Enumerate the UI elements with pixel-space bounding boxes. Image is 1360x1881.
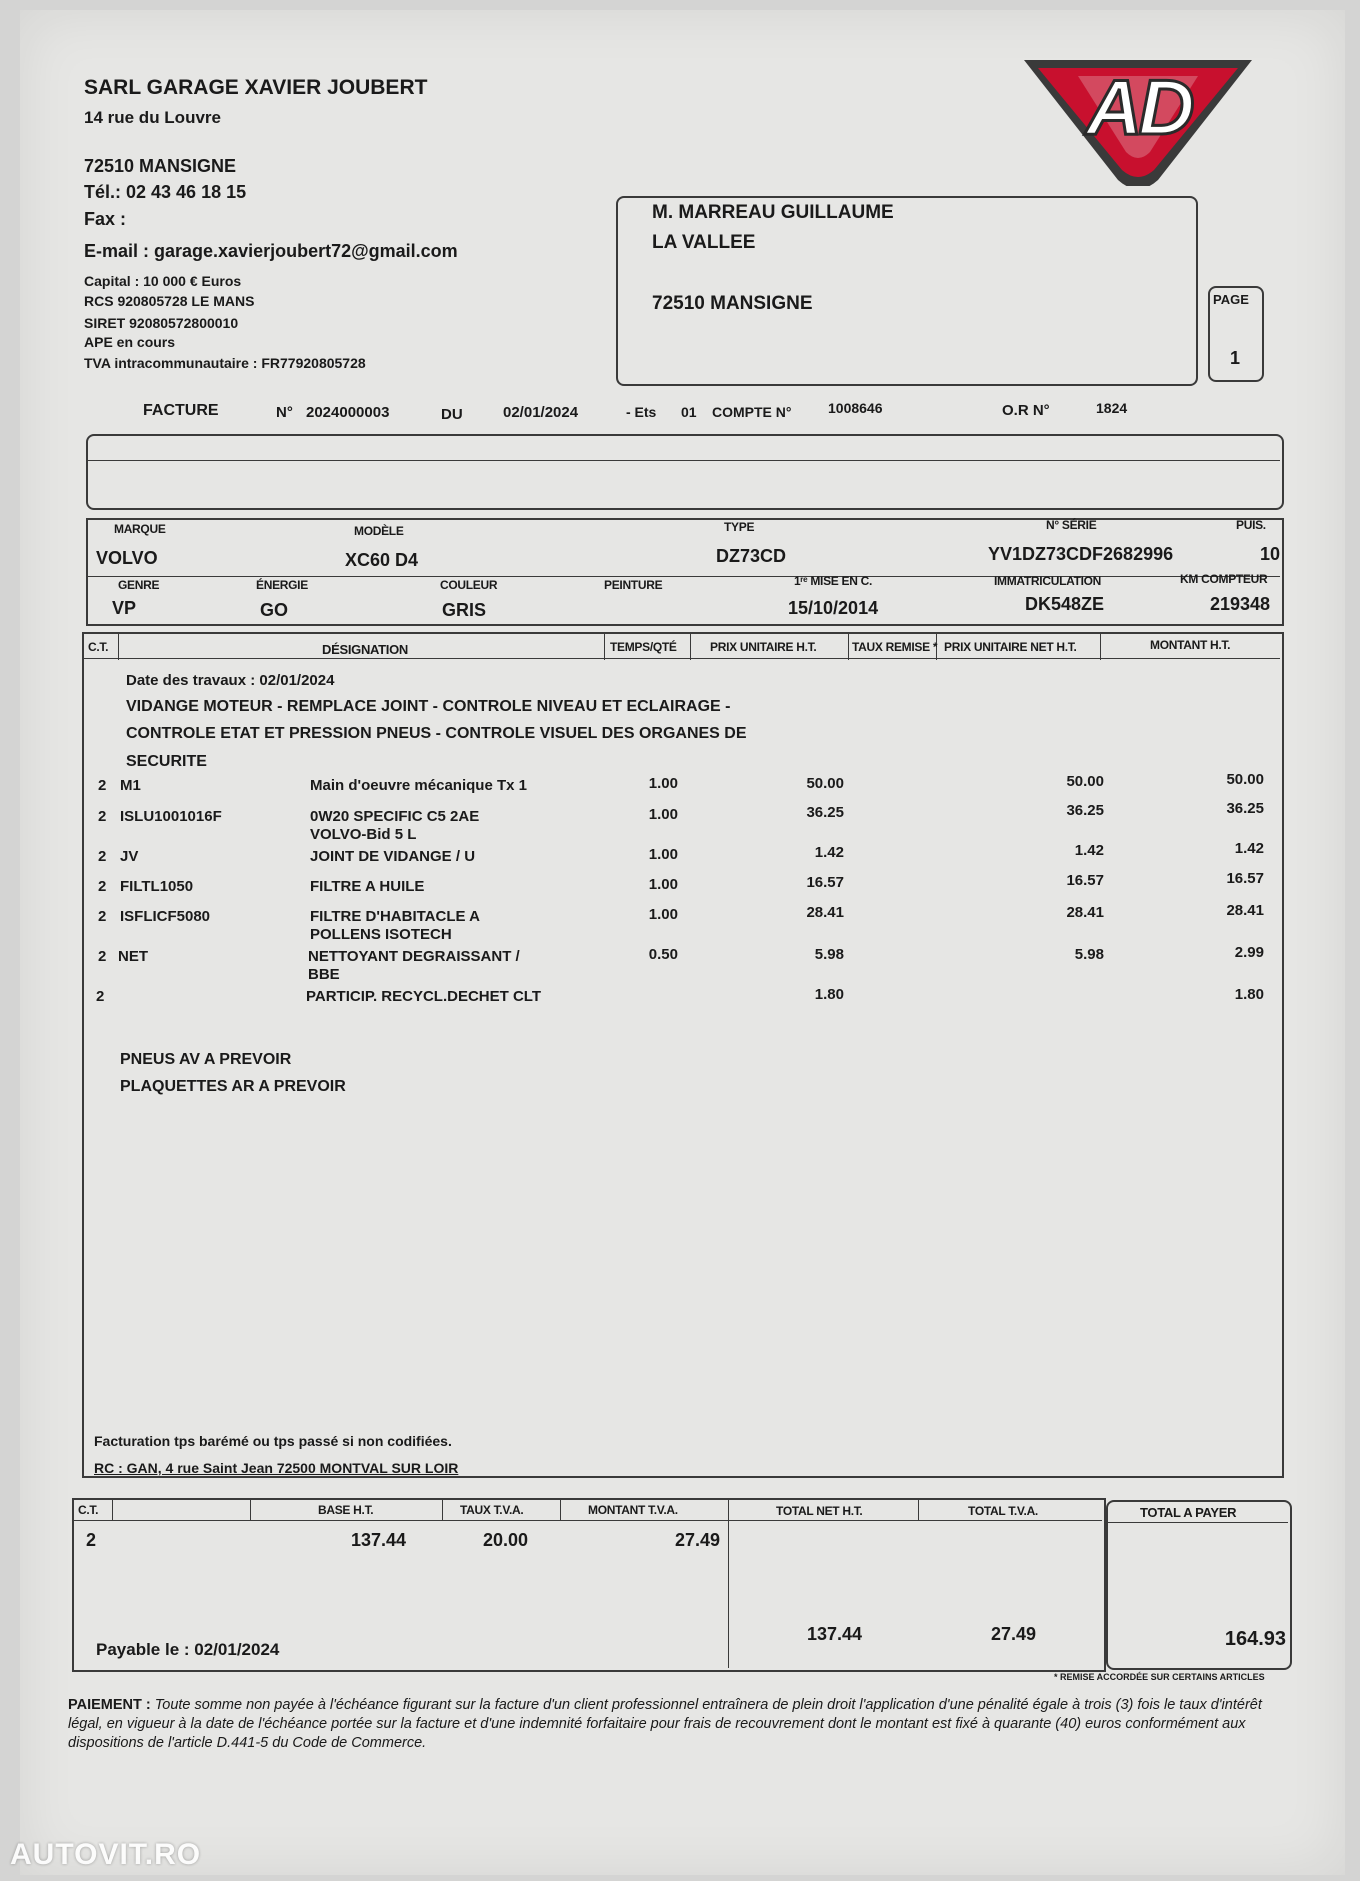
line-pu: 50.00 (806, 775, 844, 792)
line-montant: 36.25 (1226, 800, 1264, 817)
vehicle-energie: GO (260, 600, 289, 620)
line-designation: FILTRE D'HABITACLE A (310, 908, 480, 925)
lines-header-montant: MONTANT H.T. (1150, 638, 1231, 652)
line-ct: 2 (98, 908, 107, 925)
work-date: Date des travaux : 02/01/2024 (126, 672, 335, 689)
invoice-ets-label: - Ets (626, 404, 657, 420)
line-code: ISFLICF5080 (120, 908, 211, 925)
line-montant: 2.99 (1234, 944, 1264, 961)
totals-tva: 27.49 (990, 1624, 1036, 1644)
line-pu: 5.98 (814, 946, 844, 963)
garage-tva: TVA intracommunautaire : FR77920805728 (84, 355, 366, 371)
line-qty: 1.00 (648, 806, 678, 823)
totals-pay: 164.93 (1224, 1628, 1286, 1650)
vehicle-genre: VP (112, 598, 137, 618)
client-name: M. MARREAU GUILLAUME (652, 202, 894, 223)
line-pun: 50.00 (1066, 773, 1104, 790)
garage-capital: Capital : 10 000 € Euros (84, 273, 242, 289)
vehicle-km: 219348 (1210, 594, 1271, 614)
vehicle-header-serie: N° SÉRIE (1046, 518, 1097, 532)
invoice-or-label: O.R N° (1002, 402, 1050, 419)
client-city: 72510 MANSIGNE (652, 293, 813, 314)
garage-email: E-mail : garage.xavierjoubert72@gmail.com (84, 241, 458, 261)
line-ct: 2 (98, 808, 107, 825)
line-code: FILTL1050 (120, 878, 194, 895)
vehicle-header-genre: GENRE (118, 578, 160, 592)
totals-base: 137.44 (350, 1530, 406, 1550)
line-pu: 1.80 (814, 986, 844, 1003)
note-line: PLAQUETTES AR A PREVOIR (120, 1078, 346, 1095)
line-code: NET (118, 948, 148, 965)
line-code: M1 (120, 777, 141, 794)
vehicle-header-marque: MARQUE (114, 522, 166, 536)
vehicle-header-couleur: COULEUR (440, 578, 498, 592)
payment-label: PAIEMENT : (68, 1697, 151, 1713)
garage-tel: Tél.: 02 43 46 18 15 (84, 182, 247, 202)
ad-logo (1018, 56, 1258, 186)
line-pu: 36.25 (806, 804, 844, 821)
vehicle-header-km: KM COMPTEUR (1180, 572, 1268, 586)
line-ct: 2 (98, 848, 107, 865)
line-designation-2: BBE (308, 966, 340, 983)
line-pun: 5.98 (1074, 946, 1104, 963)
line-ct: 2 (96, 988, 105, 1005)
line-pu: 28.41 (806, 904, 844, 921)
work-desc-line: CONTROLE ETAT ET PRESSION PNEUS - CONTROLE VISUEL DES ORGANES DE (126, 725, 747, 742)
totals-montant-tva: 27.49 (674, 1530, 720, 1550)
line-designation: NETTOYANT DEGRAISSANT / (308, 948, 520, 965)
line-montant: 16.57 (1226, 870, 1264, 887)
totals-net: 137.44 (806, 1624, 862, 1644)
client-line2: LA VALLEE (652, 232, 756, 253)
line-qty: 1.00 (648, 846, 678, 863)
vehicle-header-modele: MODÈLE (354, 524, 404, 538)
vehicle-header-peinture: PEINTURE (604, 578, 663, 592)
line-code: JV (120, 848, 139, 865)
line-montant: 1.42 (1234, 840, 1264, 857)
lines-header-pun: PRIX UNITAIRE NET H.T. (944, 640, 1077, 654)
vehicle-type: DZ73CD (716, 546, 787, 566)
garage-siret: SIRET 92080572800010 (84, 315, 239, 331)
invoice-ets: 01 (681, 404, 697, 420)
rc-note: RC : GAN, 4 rue Saint Jean 72500 MONTVAL SUR LOIR (94, 1460, 459, 1476)
garage-rcs: RCS 920805728 LE MANS (84, 293, 255, 309)
lines-header-temps: TEMPS/QTÉ (610, 640, 677, 654)
work-desc-line: VIDANGE MOTEUR - REMPLACE JOINT - CONTROLE NIVEAU ET ECLAIRAGE - (126, 698, 731, 715)
reference-box (86, 434, 1284, 510)
invoice-du-label: DU (441, 406, 463, 423)
payment-terms (68, 1696, 1294, 1753)
payment-text: Toute somme non payée à l'échéance figurant sur la facture d'un client professionnel entraînera de plein droit l'application d'une pénalité égale à trois (3) fois le taux d'intérêt légal, en vigueur à la date de l'échéance portée sur la facture et d'une indemnité forfaitaire pour frais de recouvrement dont le montant est fixé à quarante (40) euros conformément aux dispositions de l'article D.441-5 du Code de Commerce. (68, 1697, 1262, 1751)
line-pu: 1.42 (814, 844, 844, 861)
line-pun: 28.41 (1066, 904, 1104, 921)
payable-date: Payable le : 02/01/2024 (96, 1640, 280, 1659)
lines-header-ct: C.T. (88, 640, 109, 654)
note-line: PNEUS AV A PREVOIR (120, 1051, 292, 1068)
page-number: 1 (1230, 348, 1241, 368)
line-ct: 2 (98, 878, 107, 895)
garage-fax: Fax : (84, 209, 127, 229)
line-designation-2: POLLENS ISOTECH (310, 926, 452, 943)
invoice-no-label: N° (276, 404, 293, 421)
garage-ape: APE en cours (84, 334, 176, 350)
line-qty: 1.00 (648, 906, 678, 923)
invoice-compte: 1008646 (828, 400, 883, 416)
watermark: AUTOVIT.RO (10, 1838, 202, 1871)
vehicle-serie: YV1DZ73CDF2682996 (988, 544, 1174, 564)
invoice-label: FACTURE (143, 402, 219, 419)
line-designation: PARTICIP. RECYCL.DECHET CLT (306, 988, 542, 1005)
totals-header-montant: MONTANT T.V.A. (588, 1503, 678, 1517)
garage-city: 72510 MANSIGNE (84, 156, 237, 176)
line-montant: 50.00 (1226, 771, 1264, 788)
work-desc-line: SECURITE (126, 753, 207, 770)
line-pun: 16.57 (1066, 872, 1104, 889)
line-qty: 1.00 (648, 775, 678, 792)
lines-header-remise: TAUX REMISE * (852, 640, 938, 654)
facturation-note: Facturation tps barémé ou tps passé si non codifiées. (94, 1433, 452, 1449)
client-address-box (616, 196, 1198, 386)
totals-taux: 20.00 (482, 1530, 528, 1550)
line-pun: 1.42 (1074, 842, 1104, 859)
garage-name: SARL GARAGE XAVIER JOUBERT (84, 76, 428, 99)
totals-header-pay: TOTAL A PAYER (1140, 1505, 1237, 1520)
line-qty: 0.50 (648, 946, 678, 963)
remise-note: * REMISE ACCORDÉE SUR CERTAINS ARTICLES (1054, 1672, 1265, 1682)
line-ct: 2 (98, 777, 107, 794)
totals-header-tva: TOTAL T.V.A. (968, 1504, 1038, 1518)
garage-street: 14 rue du Louvre (84, 108, 221, 127)
invoice-or: 1824 (1096, 400, 1128, 416)
line-montant: 1.80 (1234, 986, 1264, 1003)
line-pu: 16.57 (806, 874, 844, 891)
vehicle-puis: 10 (1260, 544, 1281, 564)
line-montant: 28.41 (1226, 902, 1264, 919)
line-designation-2: VOLVO-Bid 5 L (310, 826, 417, 843)
ad-logo-text: AD (1086, 63, 1191, 151)
totals-header-taux: TAUX T.V.A. (460, 1503, 524, 1517)
invoice-number: 2024000003 (306, 404, 390, 421)
totals-header-net: TOTAL NET H.T. (776, 1504, 863, 1518)
vehicle-modele: XC60 D4 (345, 550, 419, 570)
invoice-date: 02/01/2024 (503, 404, 579, 421)
line-designation: Main d'oeuvre mécanique Tx 1 (310, 777, 527, 794)
vehicle-marque: VOLVO (96, 548, 158, 568)
line-designation: FILTRE A HUILE (310, 878, 425, 895)
line-designation: JOINT DE VIDANGE / U (310, 848, 476, 865)
vehicle-header-immat: IMMATRICULATION (994, 574, 1102, 588)
vehicle-header-mise: 1ʳᵉ MISE EN C. (794, 574, 873, 588)
totals-header-ct: C.T. (78, 1503, 99, 1517)
vehicle-couleur: GRIS (442, 600, 487, 620)
line-pun: 36.25 (1066, 802, 1104, 819)
lines-header-designation: DÉSIGNATION (322, 642, 409, 657)
line-designation: 0W20 SPECIFIC C5 2AE (310, 808, 480, 825)
vehicle-header-energie: ÉNERGIE (256, 578, 308, 592)
vehicle-header-puis: PUIS. (1236, 518, 1266, 532)
line-ct: 2 (98, 948, 107, 965)
vehicle-header-type: TYPE (724, 520, 755, 534)
invoice-compte-label: COMPTE N° (712, 404, 792, 420)
lines-header-pu: PRIX UNITAIRE H.T. (710, 640, 817, 654)
page-label: PAGE (1213, 292, 1249, 307)
totals-header-base: BASE H.T. (318, 1503, 374, 1517)
line-qty: 1.00 (648, 876, 678, 893)
line-code: ISLU1001016F (120, 808, 222, 825)
vehicle-mise: 15/10/2014 (788, 598, 879, 618)
vehicle-immat: DK548ZE (1025, 594, 1105, 614)
totals-ct: 2 (86, 1530, 97, 1550)
